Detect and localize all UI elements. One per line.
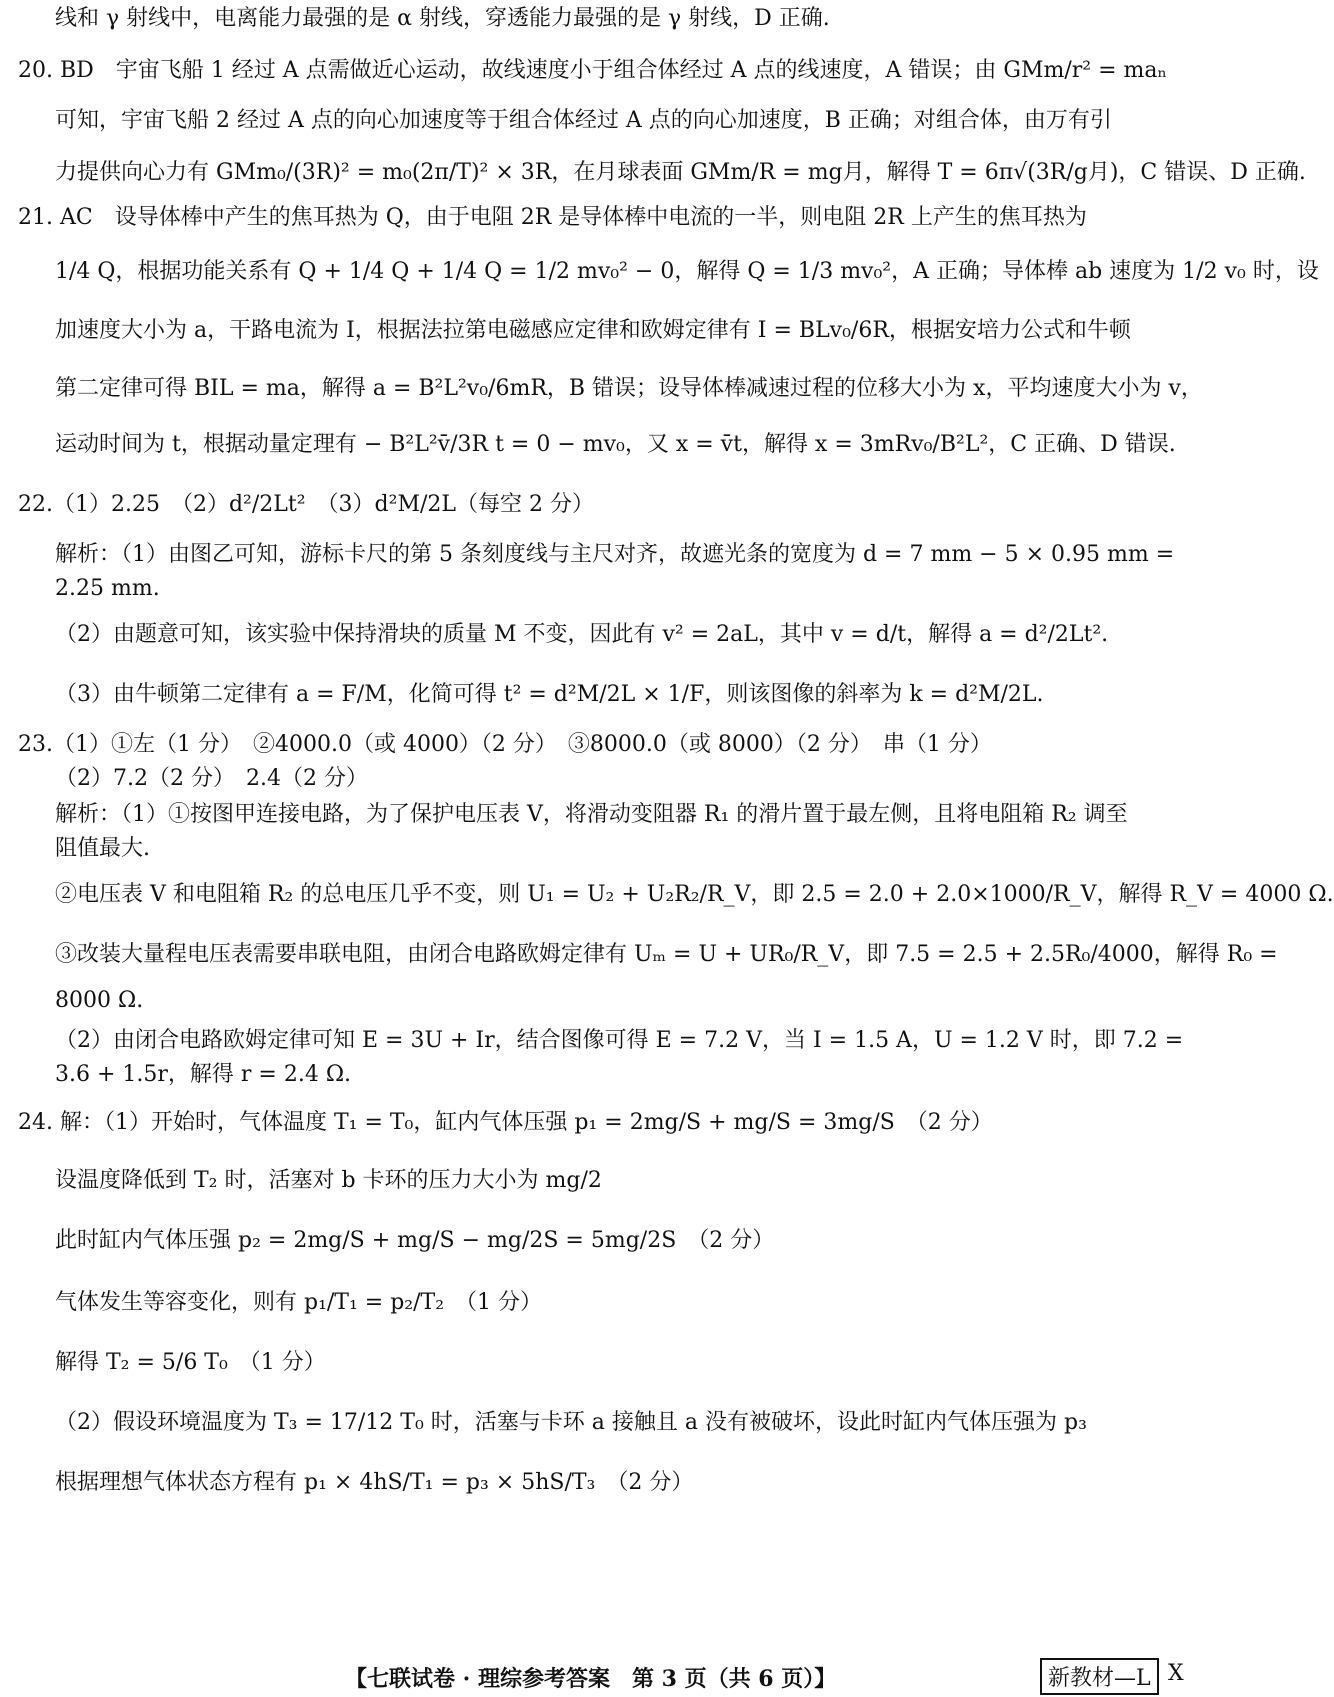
text-line: 20. BD 宇宙飞船 1 经过 A 点需做近心运动，故线速度小于组合体经过 A 点的线速度，A 错误；由 GMm/r² = maₙ bbox=[18, 58, 1168, 83]
text-line: 设温度降低到 T₂ 时，活塞对 b 卡环的压力大小为 mg/2 bbox=[55, 1168, 602, 1193]
text-line: ②电压表 V 和电阻箱 R₂ 的总电压几乎不变，则 U₁ = U₂ + U₂R₂/R_V，即 2.5 = 2.0 + 2.0×1000/R_V，解得 R_V = 4000 Ω. bbox=[55, 882, 1334, 907]
text-line: 22.（1）2.25 （2）d²/2Lt² （3）d²M/2L（每空 2 分） bbox=[18, 492, 594, 517]
text-line: （2）由题意可知，该实验中保持滑块的质量 M 不变，因此有 v² = 2aL，其中 v = d/t，解得 a = d²/2Lt². bbox=[55, 622, 1109, 647]
text-line: ③改装大量程电压表需要串联电阻，由闭合电路欧姆定律有 Uₘ = U + UR₀/R_V，即 7.5 = 2.5 + 2.5R₀/4000，解得 R₀ = bbox=[55, 942, 1278, 967]
edition-mark: X bbox=[1168, 1661, 1184, 1686]
text-line: 8000 Ω. bbox=[55, 988, 144, 1013]
text-line: 解得 T₂ = 5/6 T₀ （1 分） bbox=[55, 1350, 326, 1375]
edition-badge: 新教材—L bbox=[1040, 1658, 1159, 1695]
text-line: 1/4 Q，根据功能关系有 Q + 1/4 Q + 1/4 Q = 1/2 mv₀² − 0，解得 Q = 1/3 mv₀²，A 正确；导体棒 ab 速度为 1/2 v₀ 时，设 bbox=[55, 259, 1319, 284]
text-line: （2）7.2（2 分） 2.4（2 分） bbox=[55, 766, 368, 791]
text-line: 阻值最大. bbox=[55, 836, 150, 861]
text-line: （3）由牛顿第二定律有 a = F/M，化简可得 t² = d²M/2L × 1/F，则该图像的斜率为 k = d²M/2L. bbox=[55, 682, 1044, 707]
text-line: 气体发生等容变化，则有 p₁/T₁ = p₂/T₂ （1 分） bbox=[55, 1290, 543, 1315]
text-line: 3.6 + 1.5r，解得 r = 2.4 Ω. bbox=[55, 1062, 352, 1087]
text-line: 加速度大小为 a，干路电流为 I，根据法拉第电磁感应定律和欧姆定律有 I = BLv₀/6R，根据安培力公式和牛顿 bbox=[55, 318, 1131, 343]
text-line: 此时缸内气体压强 p₂ = 2mg/S + mg/S − mg/2S = 5mg/2S （2 分） bbox=[55, 1228, 775, 1253]
text-line: 23.（1）①左（1 分） ②4000.0（或 4000）（2 分） ③8000.0（或 8000）（2 分） 串（1 分） bbox=[18, 732, 992, 757]
text-line: 24. 解：（1）开始时，气体温度 T₁ = T₀，缸内气体压强 p₁ = 2mg/S + mg/S = 3mg/S （2 分） bbox=[18, 1110, 993, 1135]
text-line: 2.25 mm. bbox=[55, 576, 160, 601]
text-line: 力提供向心力有 GMm₀/(3R)² = m₀(2π/T)² × 3R，在月球表面 GMm/R = mg月，解得 T = 6π√(3R/g月)，C 错误、D 正确. bbox=[55, 160, 1306, 185]
text-line: 运动时间为 t，根据动量定理有 − B²L²v̄/3R t = 0 − mv₀，又 x = v̄t，解得 x = 3mRv₀/B²L²，C 正确、D 错误. bbox=[55, 432, 1176, 457]
text-line: 21. AC 设导体棒中产生的焦耳热为 Q，由于电阻 2R 是导体棒中电流的一半，则电阻 2R 上产生的焦耳热为 bbox=[18, 205, 1087, 230]
text-line: （2）由闭合电路欧姆定律可知 E = 3U + Ir，结合图像可得 E = 7.2 V，当 I = 1.5 A，U = 1.2 V 时，即 7.2 = bbox=[55, 1028, 1184, 1053]
text-line: （2）假设环境温度为 T₃ = 17/12 T₀ 时，活塞与卡环 a 接触且 a 没有被破坏，设此时缸内气体压强为 p₃ bbox=[55, 1410, 1087, 1435]
text-line: 第二定律可得 BIL = ma，解得 a = B²L²v₀/6mR，B 错误；设导体棒减速过程的位移大小为 x，平均速度大小为 v， bbox=[55, 376, 1203, 401]
text-line: 根据理想气体状态方程有 p₁ × 4hS/T₁ = p₃ × 5hS/T₃ （2 分） bbox=[55, 1470, 694, 1495]
text-line: 线和 γ 射线中，电离能力最强的是 α 射线，穿透能力最强的是 γ 射线，D 正确. bbox=[55, 6, 830, 31]
text-line: 解析：（1）由图乙可知，游标卡尺的第 5 条刻度线与主尺对齐，故遮光条的宽度为 d = 7 mm − 5 × 0.95 mm = bbox=[55, 542, 1175, 567]
page-footer: 【七联试卷 · 理综参考答案 第 3 页（共 6 页）】 bbox=[345, 1666, 837, 1692]
text-line: 可知，宇宙飞船 2 经过 A 点的向心加速度等于组合体经过 A 点的向心加速度，B 正确；对组合体，由万有引 bbox=[55, 108, 1112, 133]
text-line: 解析：（1）①按图甲连接电路，为了保护电压表 V，将滑动变阻器 R₁ 的滑片置于最左侧，且将电阻箱 R₂ 调至 bbox=[55, 802, 1128, 827]
